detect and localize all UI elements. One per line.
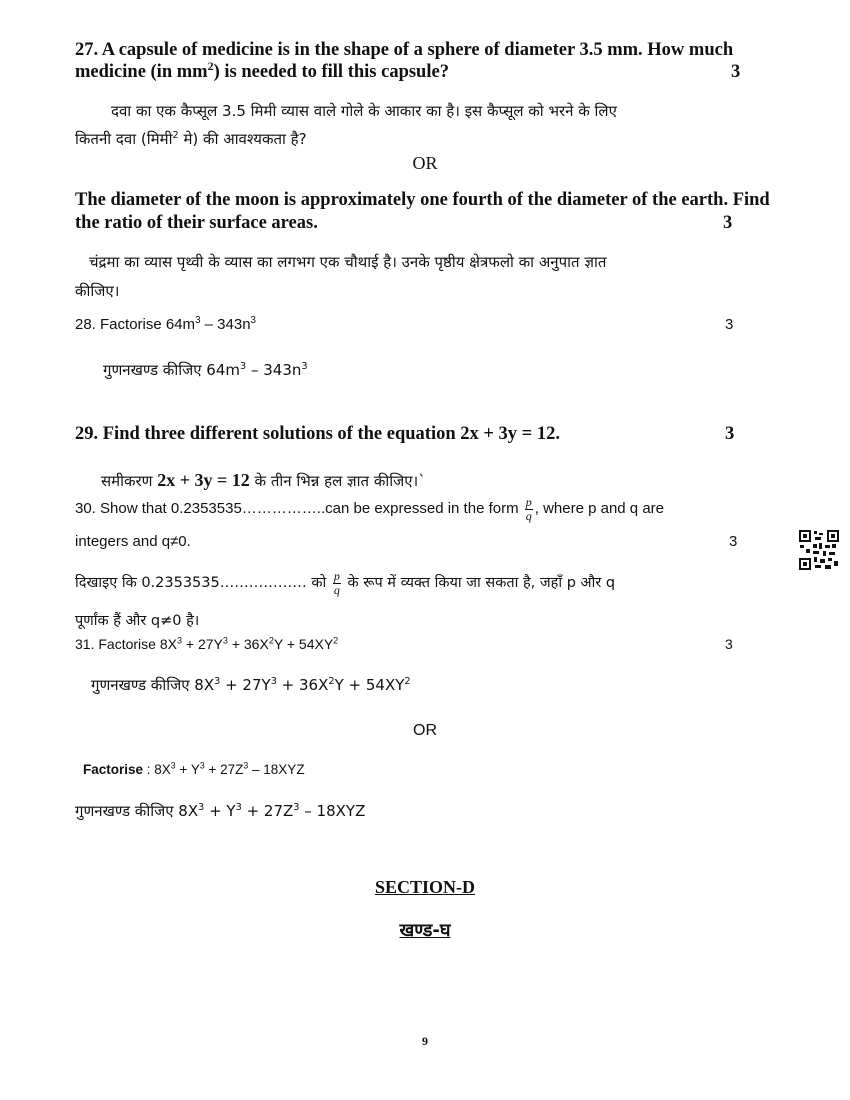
q27-hindi-line-2: कितनी दवा (मिमी$^2$ मे) की आवश्यकता है?: [75, 130, 307, 148]
q31-alt-hindi: [75, 801, 770, 823]
q27-hindi-line-1: दवा का एक कैप्सूल 3.5 मिमी व्यास वाले गोले के आकार का है। इस कैप्सूल को भरने के लिए: [111, 102, 617, 120]
q27-line-1: 27. A capsule of medicine is in the shape of a sphere of diameter 3.5 mm. How much: [75, 40, 734, 60]
q27-alt-hindi-line-2: कीजिए।: [75, 282, 120, 300]
q27-or: OR: [412, 153, 438, 173]
q31-alt-hindi-text: गुणनखण्ड कीजिए $8X^3 + Y^3 + 27Z^3 - 18XYZ$: [75, 802, 366, 820]
qr-code-icon: [799, 530, 839, 570]
q30-hindi-fraction: $\frac{p}{q}$: [333, 568, 340, 597]
q31-hindi-text: गुणनखण्ड कीजिए $8X^3 + 27Y^3 + 36X^2Y + 54XY^2$: [91, 676, 411, 694]
q30-hindi-line-2: पूर्णांक हैं और q≠0 है।: [75, 613, 200, 629]
q30-hindi-line-1: दिखाइए कि 0.2353535……………… को $\frac{p}{q}$ के रूप में व्यक्त किया जा सकता है, जहाँ p और q: [75, 568, 616, 597]
q31-alt-text: Factorise : $8X^3 + Y^3 + 27Z^3 - 18XYZ$: [83, 760, 305, 777]
q29-text: 29. Find three different solutions of the equation 2x + 3y = 12.: [75, 424, 560, 444]
q31-alternative: [75, 762, 770, 784]
q27-alt-hindi: [75, 252, 770, 302]
q29-marks: 3: [725, 424, 735, 444]
q28-hindi: [75, 360, 770, 382]
section-hindi-title: खण्ड-घ: [399, 920, 451, 941]
question-28: [75, 316, 770, 338]
q27-alternative: [75, 190, 770, 238]
q30-fraction: $\frac{p}{q}$: [525, 494, 532, 523]
q30-line-1: 30. Show that 0.2353535……………..can be expressed in the form $\frac{p}{q}$ , where p and q are: [75, 494, 665, 523]
q30-marks: 3: [729, 533, 738, 550]
q28-marks: 3: [725, 316, 734, 333]
q27-alt-line-1: The diameter of the moon is approximately one fourth of the diameter of the earth. Find: [75, 190, 770, 210]
q28-text: 28. Factorise $64m^3 - 343n^3$: [75, 315, 256, 333]
q31-or: OR: [413, 722, 437, 739]
question-27: [75, 40, 770, 90]
q29-hindi-text: समीकरण 2x + 3y = 12 के तीन भिन्न हल ज्ञात कीजिए।`: [101, 470, 426, 490]
q27-alt-marks: 3: [723, 213, 733, 233]
q27-alt-line-2: the ratio of their surface areas.: [75, 213, 318, 233]
q31-marks: 3: [725, 636, 733, 652]
q30-line-2: integers and q≠0.: [75, 533, 191, 550]
page-number: 9: [422, 1034, 428, 1048]
question-31: [75, 636, 770, 658]
question-30: [75, 494, 770, 558]
q28-hindi-text: गुणनखण्ड कीजिए $64m^3 - 343n^3$: [103, 361, 308, 379]
q29-equation: 2x + 3y = 12.: [460, 424, 560, 444]
q27-alt-hindi-line-1: चंद्रमा का व्यास पृथ्वी के व्यास का लगभग एक चौथाई है। उनके पृष्ठीय क्षेत्रफलो का अनुपात ज्ञात: [89, 253, 607, 271]
q31-text: 31. Factorise $8X^3 + 27Y^3 + 36X^2Y + 54XY^2$: [75, 635, 339, 652]
q27-marks: 3: [731, 62, 741, 82]
q27-hindi: [75, 101, 770, 151]
q30-hindi: [75, 566, 770, 632]
q29-hindi: [75, 470, 770, 494]
q31-hindi: [75, 675, 770, 697]
q27-line-2: medicine (in $mm^2$) is needed to fill this capsule?: [75, 58, 449, 82]
question-29: [75, 424, 770, 448]
section-title: SECTION-D: [374, 877, 476, 897]
